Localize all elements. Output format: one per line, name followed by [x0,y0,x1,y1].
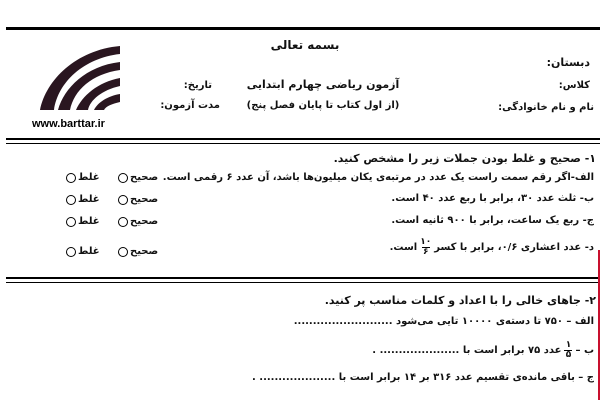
q1-a-false-option[interactable] [66,172,100,183]
section-divider [6,277,600,279]
fraction-denominator: ۵ [565,350,572,360]
true-label: صحیح [130,216,159,227]
duration-label: مدت آزمون: [160,100,220,111]
fraction-numerator: ۱ [565,340,572,350]
q2-title: ۲- جاهای خالی را با اعداد و کلمات مناسب پر کنید. [324,294,596,307]
name-label: نام و نام خانوادگی: [498,102,594,113]
barttar-logo-icon [36,40,122,112]
fraction-numerator: ۱۰ [420,237,432,247]
false-label: غلط [78,216,100,227]
bismillah-heading: بسمه تعالی [270,38,340,52]
q1-d-true-option[interactable] [118,246,158,257]
radio-circle-icon[interactable] [66,247,76,257]
q2-item-b-prefix: ب – [575,345,594,356]
website-link[interactable]: www.barttar.ir [32,118,105,130]
true-label: صحیح [130,194,159,205]
true-label: صحیح [130,172,159,183]
q1-item-d [300,238,594,257]
exam-subtitle: (از اول کتاب تا پایان فصل پنج) [246,100,400,111]
fraction-denominator: ۶ [422,247,429,257]
q1-item-d-text: د- عدد اعشاری ۰/۶، برابر با کسر [434,242,594,253]
radio-circle-icon[interactable] [66,195,76,205]
q1-b-true-option[interactable] [118,194,158,205]
true-label: صحیح [130,246,159,257]
radio-circle-icon[interactable] [66,173,76,183]
q1-item-a: الف-اگر رقم سمت راست یک عدد در مرتبه‌ی یکان میلیون‌ها باشد، آن عدد ۶ رقمی است. [162,172,594,183]
q1-title: ۱- صحیح و غلط بودن جملات زیر را مشخص کنید. [333,152,596,165]
radio-circle-icon[interactable] [118,247,128,257]
q1-a-true-option[interactable] [118,172,158,183]
radio-circle-icon[interactable] [118,195,128,205]
class-label: کلاس: [558,80,590,91]
header-divider [6,138,600,140]
false-label: غلط [78,246,100,257]
radio-circle-icon[interactable] [118,217,128,227]
q1-c-false-option[interactable] [66,216,100,227]
q1-d-false-option[interactable] [66,246,100,257]
radio-circle-icon[interactable] [66,217,76,227]
school-label: دبستان: [546,56,590,69]
q2-item-b-suffix: عدد ۷۵ برابر است با ..................... . [372,345,562,356]
q1-item-d-end: است. [389,242,418,253]
q1-d-fraction [420,238,431,257]
q1-item-b: ب- ثلث عدد ۳۰، برابر با ربع عدد ۴۰ است. [391,193,594,204]
q2-item-c: ج – باقی مانده‌ی تقسیم عدد ۳۱۶ بر ۱۴ برابر است با .................... . [251,372,594,383]
date-label: تاریخ: [183,80,212,91]
exam-title: آزمون ریاضی چهارم ابتدایی [246,78,400,91]
radio-circle-icon[interactable] [118,173,128,183]
q1-b-false-option[interactable] [66,194,100,205]
q2-item-b [250,341,594,360]
q1-c-true-option[interactable] [118,216,158,227]
q2-item-a: الف – ۷۵۰ تا دسته‌ی ۱۰۰۰۰ تایی می‌شود .......................... [293,316,594,327]
q2-b-fraction [564,341,572,360]
false-label: غلط [78,194,100,205]
false-label: غلط [78,172,100,183]
q1-item-c: ج- ربع یک ساعت، برابر با ۹۰۰ ثانیه است. [391,215,594,226]
